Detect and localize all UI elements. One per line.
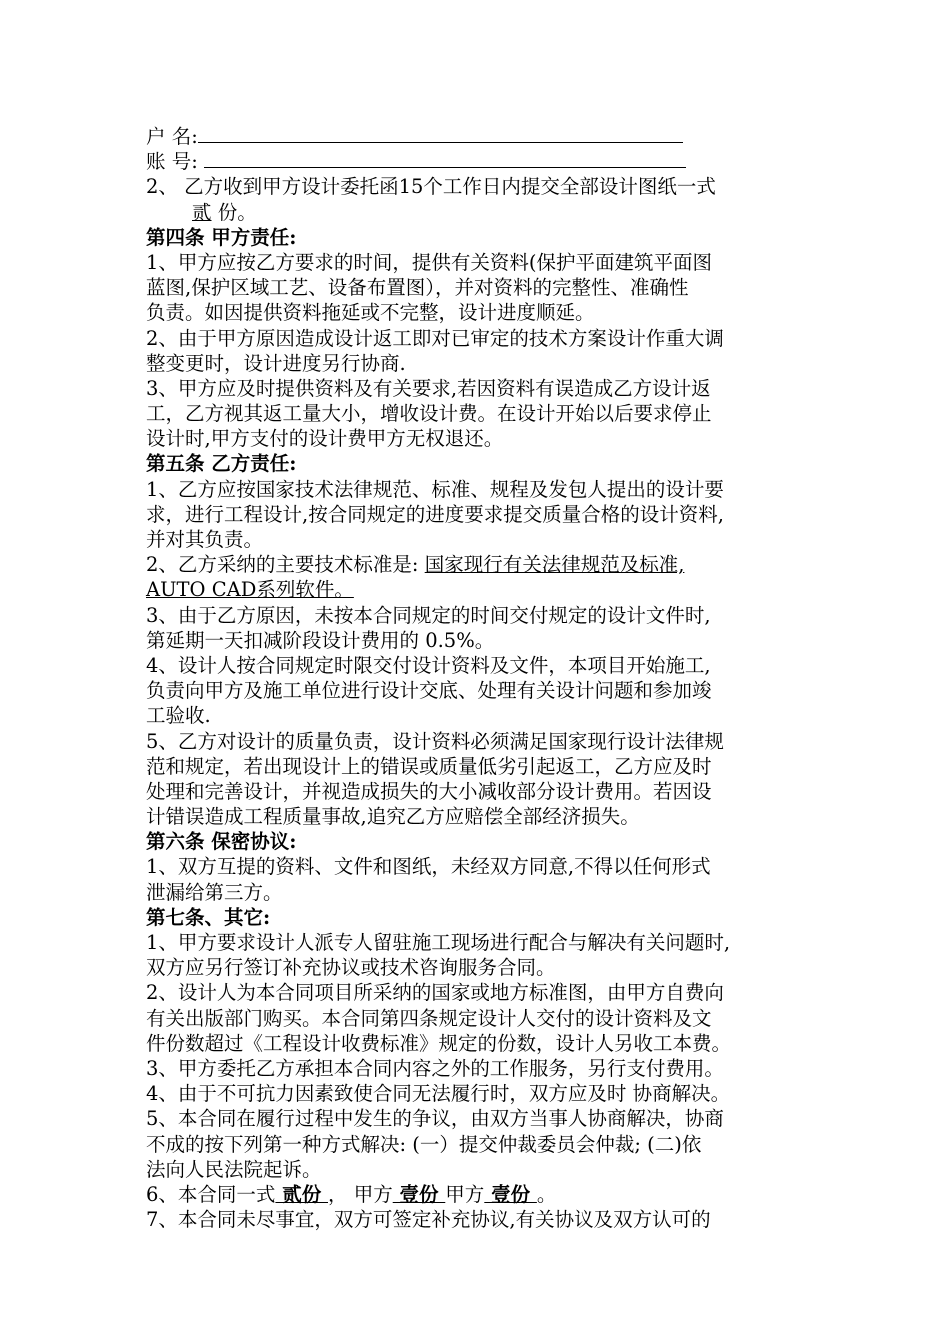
clause-line: 第延期一天扣减阶段设计费用的 0.5%。 [146,628,495,652]
clause-line: 1、双方互提的资料、文件和图纸，未经双方同意,不得以任何形式 [146,855,711,879]
clause-line: 双方应另行签订补充协议或技术咨询服务合同。 [146,956,556,980]
clause-line: 设计时,甲方支付的设计费甲方无权退还。 [146,427,504,451]
clause-line: 1、乙方应按国家技术法律规范、标准、规程及发包人提出的设计要 [146,477,724,501]
clause-line: 工，乙方视其返工量大小，增收设计费。在设计开始以后要求停止 [146,402,712,426]
clause-line: 5、乙方对设计的质量负责，设计资料必须满足国家现行设计法律规 [146,729,724,753]
account-number-blank [204,149,686,168]
clause-line: 3、甲方应及时提供资料及有关要求,若因资料有误造成乙方设计返 [146,376,711,400]
clause-line: 6、本合同一式 贰份 ， 甲方 壹份 甲方 壹份 。 [146,1182,557,1206]
clause-line: 负责。如因提供资料拖延或不完整，设计进度顺延。 [146,301,595,325]
clause-line: 并对其负责。 [146,528,264,551]
party-a-copies: 壹份 [392,1182,446,1206]
clause-line: 工验收. [146,704,211,728]
clause-line: 蓝图,保护区域工艺、设备布置图），并对资料的完整性、准确性 [146,276,689,300]
account-name-label: 户 名: [146,125,198,148]
standard-underlined: 国家现行有关法律规范及标准, [424,553,685,577]
clause-line: 求，进行工程设计,按合同规定的进度要求提交质量合格的设计资料, [146,502,724,526]
clause-line [146,577,818,602]
total-copies: 贰份 [275,1182,328,1206]
clause-line: 1、甲方应按乙方要求的时间，提供有关资料(保护平面建筑平面图 [146,250,713,274]
clause-line: 4、由于不可抗力因素致使合同无法履行时，双方应及时 协商解决。 [146,1082,731,1106]
contract-page [146,124,818,1232]
section-heading-5: 第五条 乙方责任: [146,452,297,476]
clause-line: 7、本合同未尽事宜，双方可签定补充协议,有关协议及双方认可的 [146,1208,711,1232]
section-heading-4: 第四条 甲方责任: [146,225,297,249]
clause-line: 2、由于甲方原因造成设计返工即对已审定的技术方案设计作重大调 [146,326,724,350]
clause-line: 3、甲方委托乙方承担本合同内容之外的工作服务，另行支付费用。 [146,1056,724,1080]
party-copies-2: 壹份 [484,1182,537,1206]
clause-line: 贰 份。 [192,200,257,224]
clause-line: 1、甲方要求设计人派专人留驻施工现场进行配合与解决有关问题时, [146,931,731,954]
copies-count: 贰 [192,200,212,224]
clause-line: 计错误造成工程质量事故,追究乙方应赔偿全部经济损失。 [146,805,640,829]
account-number-row [146,149,818,174]
clause-line: 处理和完善设计，并视造成损失的大小减收部分设计费用。若因设 [146,779,712,803]
clause-line: 有关出版部门购买。本合同第四条规定设计人交付的设计资料及文 [146,1006,712,1030]
clause-line: 法向人民法院起诉。 [146,1157,322,1181]
clause-line: 整变更时，设计进度另行协商. [146,351,406,375]
section-heading-6: 第六条 保密协议: [146,830,297,854]
clause-line: 不成的按下列第一种方式解决: (一）提交仲裁委员会仲裁; (二)依 [146,1132,702,1156]
clause-line: 范和规定，若出现设计上的错误或质量低劣引起返工，乙方应及时 [146,754,712,778]
software-underlined: AUTO CAD系列软件。 [146,578,354,602]
clause-line: 件份数超过《工程设计收费标准》规定的份数，设计人另收工本费。 [146,1031,732,1055]
account-name-blank [198,124,683,143]
clause-line: 2、设计人为本合同项目所采纳的国家或地方标准图，由甲方自费向 [146,981,724,1005]
clause-line: 3、由于乙方原因，未按本合同规定的时间交付规定的设计文件时, [146,603,711,627]
clause-line: 2、 乙方收到甲方设计委托函15个工作日内提交全部设计图纸一式 [146,175,716,199]
section-heading-7: 第七条、其它: [146,905,271,929]
account-number-label: 账 号: [146,150,198,174]
clause-line: 2、乙方采纳的主要技术标准是: 国家现行有关法律规范及标准, [146,553,685,577]
clause-line: 负责向甲方及施工单位进行设计交底、处理有关设计问题和参加竣 [146,679,712,703]
clause-line: 5、本合同在履行过程中发生的争议，由双方当事人协商解决，协商 [146,1107,724,1131]
clause-line: 泄漏给第三方。 [146,880,283,904]
account-name-row [146,124,818,149]
clause-line: 4、设计人按合同规定时限交付设计资料及文件，本项目开始施工, [146,653,711,677]
